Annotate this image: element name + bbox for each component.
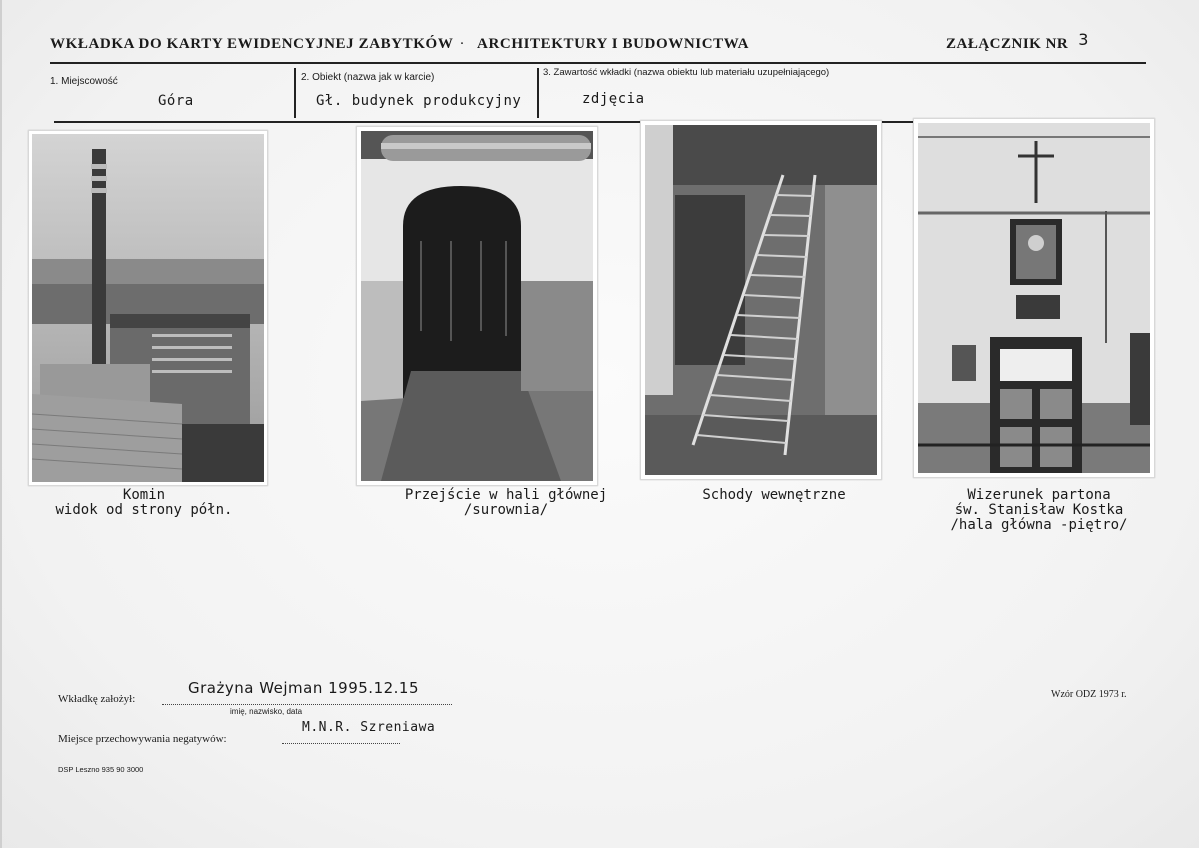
form-model: Wzór ODZ 1973 r. [1051, 689, 1127, 700]
created-by-line [162, 704, 452, 705]
object-value: Gł. budynek produkcyjny [316, 93, 522, 109]
photo-chimney [28, 130, 268, 486]
caption-line: Wizerunek partona [967, 487, 1111, 503]
storage-label: Miejsce przechowywania negatywów: [58, 733, 227, 745]
locality-label: 1. Miejscowość [50, 76, 118, 87]
caption-line: Przejście w hali głównej [404, 487, 608, 503]
photo-chimney-image [32, 134, 264, 482]
field-divider-1 [294, 68, 296, 118]
object-label: 2. Obiekt (nazwa jak w karcie) [301, 72, 435, 83]
field-divider-2 [537, 68, 539, 118]
print-info: DSP Leszno 935 90 3000 [58, 765, 144, 774]
header-rule [50, 62, 1146, 64]
locality-value: Góra [158, 93, 194, 109]
annex-label-text: ZAŁĄCZNIK NR [946, 36, 1069, 52]
created-by-hint: imię, nazwisko, data [230, 707, 303, 716]
caption-line: widok od strony półn. [55, 502, 233, 518]
title-right: ARCHITEKTURY I BUDOWNICTWA [477, 36, 750, 52]
photo-chimney-caption [44, 488, 244, 518]
title-separator: · [459, 36, 466, 52]
annex-label [946, 30, 1089, 53]
photo-stairs [640, 120, 882, 480]
document-title [50, 36, 749, 53]
photo-passage [356, 126, 598, 486]
annex-number: 3 [1078, 30, 1089, 49]
caption-line: Schody wewnętrzne [702, 487, 846, 503]
contents-value: zdjęcia [582, 91, 645, 107]
storage-value: M.N.R. Szreniawa [302, 720, 436, 735]
created-by-value: Grażyna Wejman 1995.12.15 [188, 679, 420, 697]
photo-passage-caption [368, 488, 644, 518]
created-by-label: Wkładkę założył: [58, 693, 136, 705]
caption-line: /hala główna -piętro/ [950, 517, 1128, 533]
photo-stairs-image [645, 125, 877, 475]
photo-stairs-caption [662, 488, 886, 503]
caption-line: św. Stanisław Kostka [954, 502, 1124, 518]
caption-line: Komin [122, 487, 166, 503]
storage-line [282, 743, 400, 744]
contents-label: 3. Zawartość wkładki (nazwa obiektu lub materiału uzupełniającego) [543, 67, 830, 78]
photo-passage-image [361, 131, 593, 481]
photo-patron-caption [920, 488, 1158, 533]
photo-patron-image [918, 123, 1150, 473]
title-left: WKŁADKA DO KARTY EWIDENCYJNEJ ZABYTKÓW [50, 36, 454, 52]
caption-line: /surownia/ [463, 502, 549, 518]
photo-patron [913, 118, 1155, 478]
